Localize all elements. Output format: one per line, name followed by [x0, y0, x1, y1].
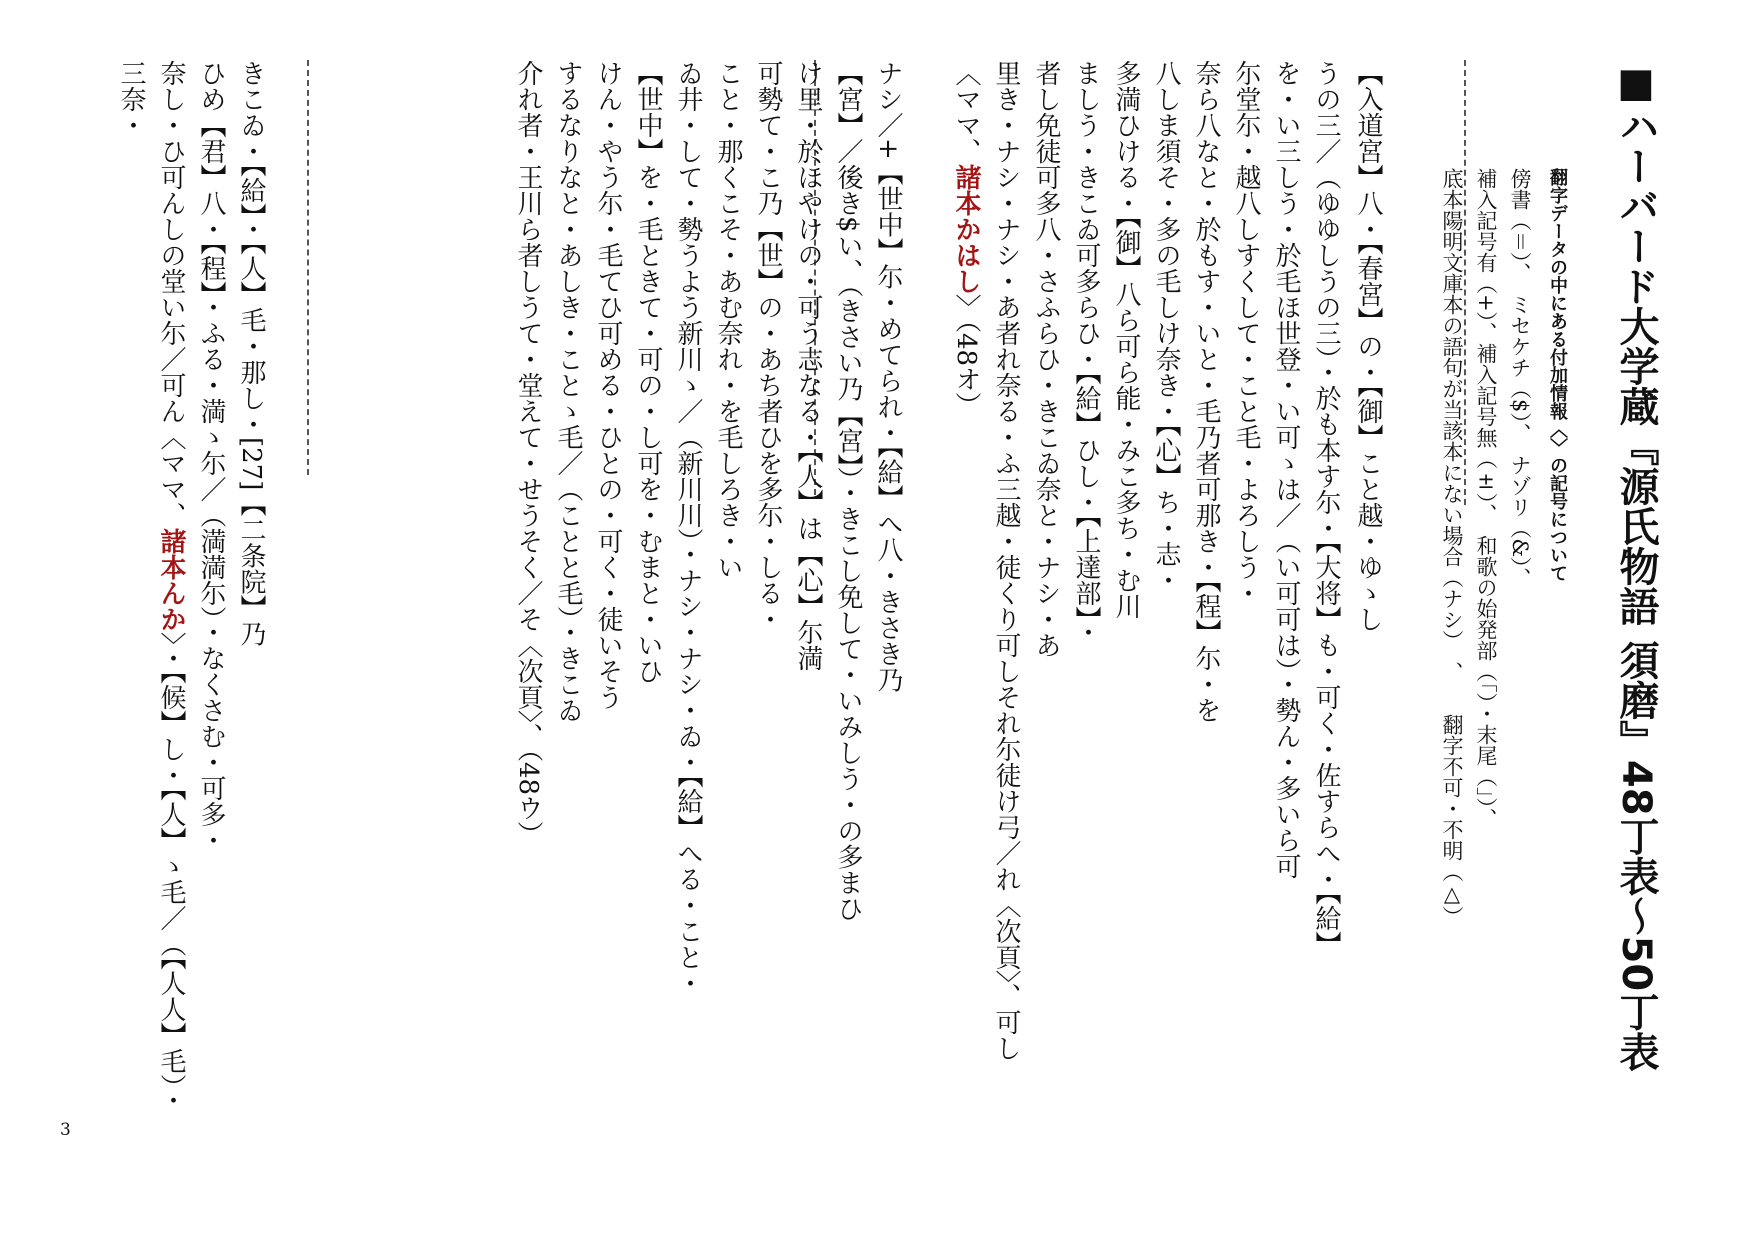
- info-item-2: 補入記号有（+）、補入記号無（±）、 和歌の始発部（「）・末尾（」）、: [1474, 168, 1498, 830]
- text-column: け里・於ほやけの・可う志なる・【人】は【心】尓満: [793, 60, 823, 671]
- text-column: するなりなと・あしき・ことゝ毛／（ことと毛）・きこゐ: [553, 60, 583, 723]
- text-run: 〈ママ、: [951, 60, 981, 164]
- text-column: こと・那くこそ・あむ奈れ・を毛しろき・い: [713, 60, 743, 580]
- text-column: ナシ／+【世中】尓・めてられ・【給】へ八・きさき乃: [873, 60, 903, 693]
- variant-note-highlight: 諸本かはし: [951, 164, 981, 294]
- text-column: けん・やう尓・毛てひ可める・ひとの・可く・徒いそう: [593, 60, 623, 710]
- text-column: 尓堂尓・越八しすくして・こと毛・よろしう・: [1231, 60, 1261, 606]
- text-column: 八しま須そ・多の毛しけ奈き・【心】ち・志・: [1151, 60, 1181, 593]
- text-column: ひめ【君】八・【程】・ふる・満ゝ尓／（満満尓）・なくさむ・可多・: [196, 60, 226, 853]
- text-column: ゐ井・して・勢うよう新川ゝ／（新川川）・ナシ・ナシ・ゐ・【給】へる・こと・: [673, 60, 703, 996]
- text-column: [158, 60, 184, 1113]
- text-run: 〉・【候】し・【人】ゝ毛／（【人人】毛）・: [156, 632, 186, 1113]
- text-column: [953, 60, 979, 418]
- variant-note-highlight: 諸本んか: [156, 528, 186, 632]
- text-column: 介れ者・王川ら者しうて・堂えて・せうそく／そ〈次頁〉、（48ウ）: [513, 60, 543, 848]
- text-column: 三奈・: [116, 60, 146, 138]
- text-run: 〉（48オ）: [951, 294, 981, 419]
- text-column: 里き・ナシ・ナシ・あ者れ奈る・ふ三越・徒くり可しそれ尓徒け弓／れ〈次頁〉、可し: [991, 60, 1021, 1061]
- section-divider: [1464, 60, 1466, 505]
- text-run: 奈し・ひ可んしの堂い尓／可ん〈ママ、: [156, 60, 186, 528]
- text-column: 【入道宮】八・【春宮】の・【御】こと越・ゆゝし: [1353, 60, 1383, 632]
- text-column: 奈ら八なと・於もす・いと・毛乃者可那き・【程】尓・を: [1191, 60, 1221, 723]
- text-column: うの三／（ゆゆしうの三）・於も本す尓・【大将】も・可く・佐すらへ・【給】: [1311, 60, 1341, 957]
- text-column: 【宮】／後き$い、（きさい乃【宮】）・きこし免して・いみしう・の多まひ: [833, 60, 863, 922]
- text-column: 可勢て・こ乃【世】の・あち者ひを多尓・しる・: [753, 60, 783, 632]
- text-column: 者し免徒可多八・さふらひ・きこゐ奈と・ナシ・あ: [1031, 60, 1061, 658]
- text-column: きこゐ・【給】・【人】毛・那し・[27]【二条院】乃: [236, 60, 266, 647]
- text-column: ましう・きこゐ可多らひ・【給】ひし・【上達部】・: [1071, 60, 1101, 645]
- text-column: 【世中】を・毛ときて・可の・し可を・むまと・いひ: [633, 60, 663, 684]
- section-divider: [307, 60, 309, 475]
- text-column: を・い三しう・於毛ほ世登・い可ゝは／（い可可は）・勢ん・多いら可: [1271, 60, 1301, 879]
- info-item-1: 傍書（＝）、 ミセケチ（$）、 ナゾリ（&）、: [1508, 168, 1532, 589]
- info-item-3: 底本陽明文庫本の語句が当該本にない場合（ナシ） 、 翻字不可・不明（△）: [1440, 168, 1464, 927]
- page-number: 3: [60, 1120, 71, 1140]
- page-title: ■ハーバード大学蔵『源氏物語 須磨』48丁表～50丁表: [1613, 60, 1659, 1072]
- info-heading: 翻字データの中にある付加情報〈〉の記号について: [1547, 168, 1568, 582]
- text-column: 多満ひける・【御】八ら可ら能・みこ多ち・む川: [1111, 60, 1141, 619]
